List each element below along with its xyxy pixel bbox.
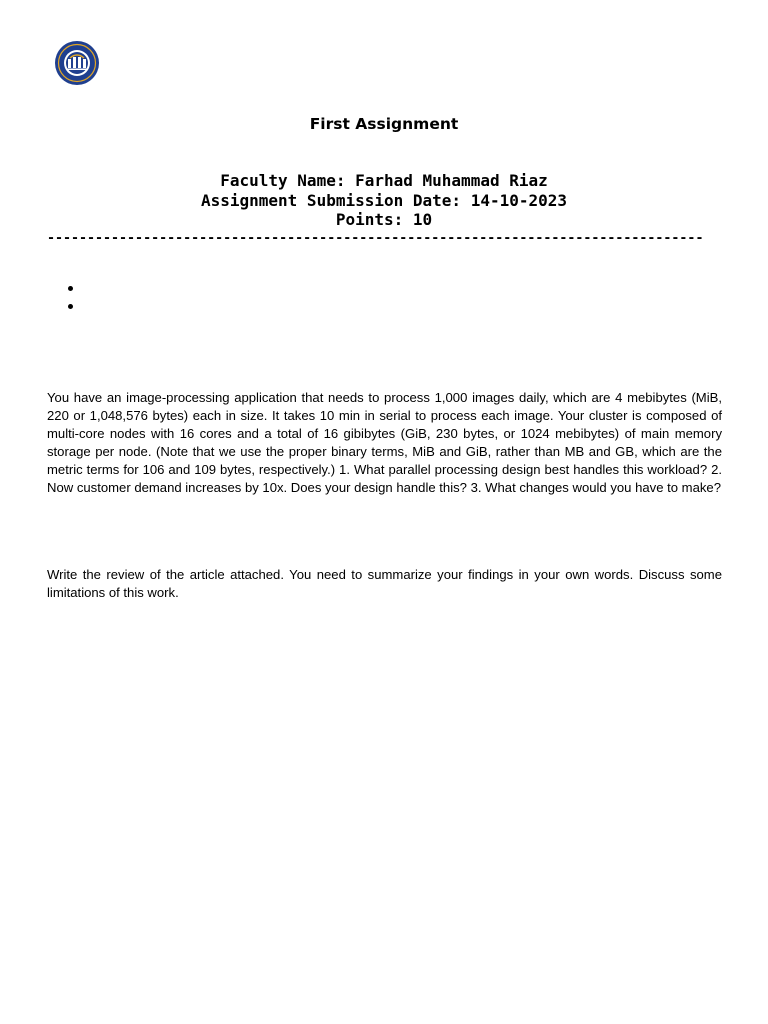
question-paragraph: You have an image-processing application that needs to process 1,000 images daily, which are 4 mebibytes (MiB, 220 or 1,048,576 bytes) each in size. It takes 10 min in serial to process each image. Your cluster is composed of multi-core nodes with 16 cores and a total of 16 gibibytes (GiB, 230 bytes, or 1024 mebibytes) of main memory storage per node. (Note that we use the proper binary terms, MiB and GiB, rather than MB and GB, which are the metric terms for 106 and 109 bytes, respectively.) 1. What parallel processing design best handles this workload? 2. Now customer demand increases by 10x. Does your design handle this? 3. What changes would you have to make? [47,390,722,495]
page-title: First Assignment [309,115,459,133]
list-item [68,299,73,317]
faculty-name-line: Faculty Name: Farhad Muhammad Riaz [220,171,548,190]
university-seal-icon [52,40,102,86]
bullet-dot-icon [68,304,73,309]
points-line: Points: 10 [335,210,433,229]
bullet-list [68,281,73,317]
review-paragraph: Write the review of the article attached. You need to summarize your findings in your own words. Discuss some limitations of this work. [47,567,722,600]
bullet-dot-icon [68,286,73,291]
list-item [68,281,73,299]
submission-date-line: Assignment Submission Date: 14-10-2023 [200,190,568,210]
assignment-header [0,171,768,230]
dashed-separator: ---------------------------------------------------------------------------------- [47,231,704,246]
